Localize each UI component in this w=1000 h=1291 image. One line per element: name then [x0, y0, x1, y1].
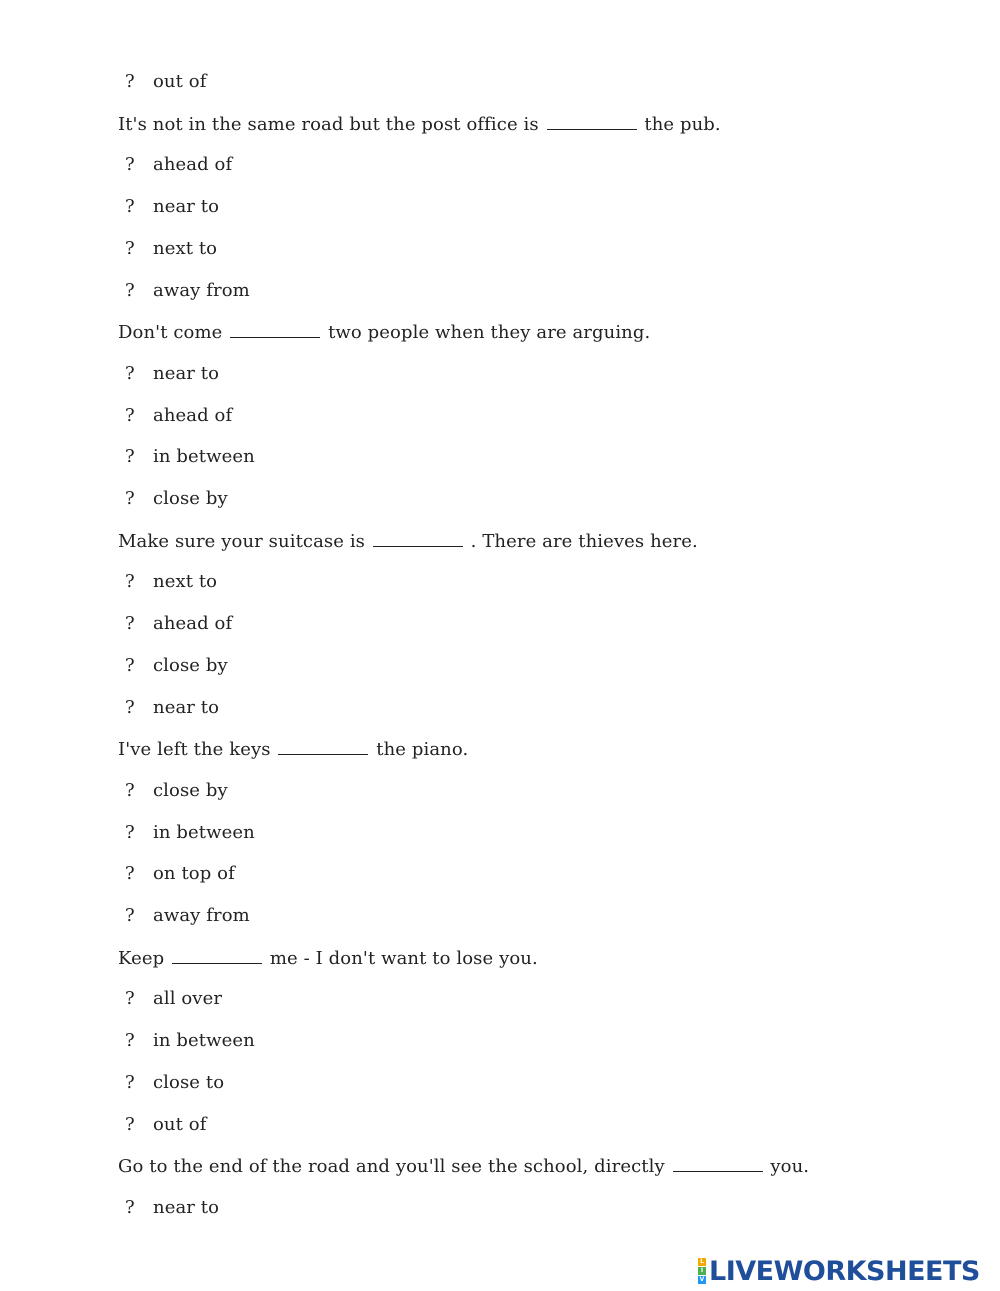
answer-blank[interactable] — [230, 321, 320, 338]
option-checkbox[interactable]: ? — [125, 446, 135, 467]
option-label: close to — [153, 1072, 225, 1093]
option-checkbox[interactable]: ? — [125, 405, 135, 426]
answer-option — [125, 1072, 224, 1094]
answer-option — [125, 446, 255, 468]
logo-blocks-icon — [698, 1258, 706, 1284]
option-checkbox[interactable]: ? — [125, 780, 135, 801]
option-checkbox[interactable]: ? — [125, 822, 135, 843]
answer-option — [125, 154, 232, 176]
answer-option — [125, 905, 250, 927]
option-checkbox[interactable]: ? — [125, 863, 135, 884]
option-checkbox[interactable]: ? — [125, 571, 135, 592]
question-sentence — [118, 1155, 809, 1178]
option-label: ahead of — [153, 405, 233, 426]
answer-option — [125, 196, 219, 218]
answer-option — [125, 863, 235, 885]
question-text-after: the piano. — [376, 739, 469, 760]
option-label: away from — [153, 905, 250, 926]
option-label: near to — [153, 697, 220, 718]
option-label: in between — [153, 822, 255, 843]
option-label: next to — [153, 571, 218, 592]
answer-option — [125, 780, 228, 802]
option-label: ahead of — [153, 613, 233, 634]
answer-option — [125, 363, 219, 385]
option-label: away from — [153, 280, 250, 301]
question-text-before: Go to the end of the road and you'll see the school, directly — [118, 1156, 665, 1177]
option-label: on top of — [153, 863, 235, 884]
question-sentence — [118, 530, 698, 553]
answer-option — [125, 613, 232, 635]
option-checkbox[interactable]: ? — [125, 280, 135, 301]
option-label: all over — [153, 988, 223, 1009]
logo-block-i: I — [698, 1267, 706, 1275]
question-sentence — [118, 321, 650, 344]
answer-blank[interactable] — [373, 530, 463, 547]
option-checkbox[interactable]: ? — [125, 71, 135, 92]
answer-option — [125, 1197, 219, 1219]
option-label: near to — [153, 1197, 220, 1218]
question-sentence — [118, 947, 538, 970]
option-label: ahead of — [153, 154, 233, 175]
option-checkbox[interactable]: ? — [125, 1030, 135, 1051]
option-checkbox[interactable]: ? — [125, 655, 135, 676]
answer-option — [125, 571, 217, 593]
answer-option — [125, 655, 228, 677]
question-text-after: you. — [770, 1156, 810, 1177]
question-text-before: Keep — [118, 948, 165, 969]
option-label: near to — [153, 196, 220, 217]
answer-option — [125, 71, 206, 93]
answer-blank[interactable] — [673, 1155, 763, 1172]
option-label: in between — [153, 1030, 255, 1051]
option-label: out of — [153, 71, 207, 92]
option-checkbox[interactable]: ? — [125, 988, 135, 1009]
answer-option — [125, 488, 228, 510]
option-checkbox[interactable]: ? — [125, 905, 135, 926]
answer-option — [125, 697, 219, 719]
question-text-before: It's not in the same road but the post office is — [118, 114, 539, 135]
option-checkbox[interactable]: ? — [125, 363, 135, 384]
option-label: near to — [153, 363, 220, 384]
option-checkbox[interactable]: ? — [125, 154, 135, 175]
option-checkbox[interactable]: ? — [125, 1197, 135, 1218]
question-sentence — [118, 738, 468, 761]
answer-option — [125, 1114, 206, 1136]
answer-blank[interactable] — [278, 738, 368, 755]
option-label: out of — [153, 1114, 207, 1135]
option-checkbox[interactable]: ? — [125, 613, 135, 634]
answer-option — [125, 280, 250, 302]
option-checkbox[interactable]: ? — [125, 196, 135, 217]
answer-option — [125, 988, 222, 1010]
question-text-after: two people when they are arguing. — [328, 322, 651, 343]
answer-option — [125, 238, 217, 260]
answer-option — [125, 1030, 255, 1052]
question-sentence — [118, 113, 721, 136]
question-text-after: . There are thieves here. — [470, 531, 698, 552]
option-checkbox[interactable]: ? — [125, 697, 135, 718]
option-label: close by — [153, 780, 228, 801]
question-text-after: the pub. — [644, 114, 721, 135]
option-label: in between — [153, 446, 255, 467]
option-checkbox[interactable]: ? — [125, 238, 135, 259]
question-text-after: me - I don't want to lose you. — [269, 948, 538, 969]
option-checkbox[interactable]: ? — [125, 1072, 135, 1093]
option-checkbox[interactable]: ? — [125, 1114, 135, 1135]
option-label: next to — [153, 238, 218, 259]
option-label: close by — [153, 655, 228, 676]
answer-blank[interactable] — [547, 113, 637, 130]
answer-option — [125, 822, 255, 844]
logo-text: LIVEWORKSHEETS — [709, 1255, 980, 1287]
question-text-before: Don't come — [118, 322, 223, 343]
liveworksheets-logo — [698, 1256, 980, 1286]
answer-option — [125, 405, 232, 427]
answer-blank[interactable] — [172, 947, 262, 964]
logo-block-v: V — [699, 1276, 705, 1283]
question-text-before: Make sure your suitcase is — [118, 531, 366, 552]
option-label: close by — [153, 488, 228, 509]
question-text-before: I've left the keys — [118, 739, 271, 760]
logo-block-l: L — [698, 1258, 706, 1266]
option-checkbox[interactable]: ? — [125, 488, 135, 509]
